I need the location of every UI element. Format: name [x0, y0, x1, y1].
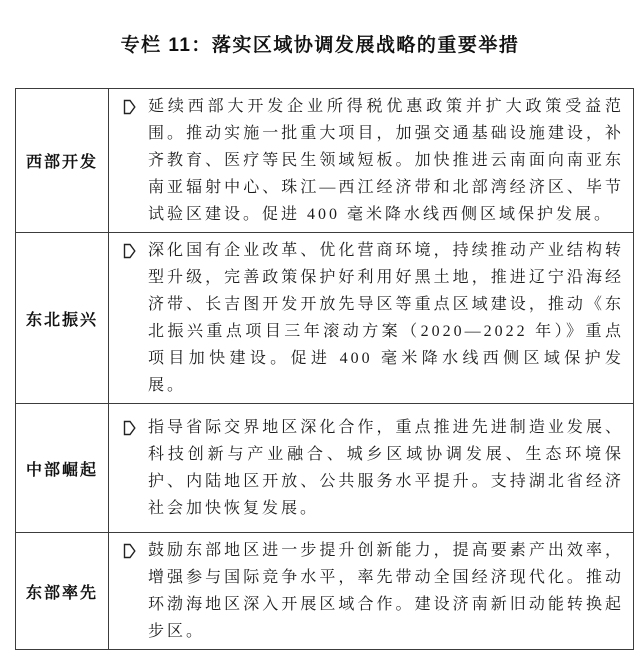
- row-content: [109, 233, 633, 403]
- row-text: 鼓励东部地区进一步提升创新能力，提高要素产出效率，增强参与国际竞争水平，率先带动全国经济现代化。推动环渤海地区深入开展区域合作。建设济南新旧动能转换起步区。: [148, 542, 624, 640]
- row-label: 东北振兴: [16, 233, 109, 403]
- row-text: 深化国有企业改革、优化营商环境，持续推动产业结构转型升级，完善政策保护好利用好黑土地，推进辽宁沿海经济带、长吉图开发开放先导区等重点区域建设，推动《东北振兴重点项目三年滚动方案（2020—2022 年）》重点项目加快建设。促进 400 毫米降水线西侧区域保护发展。: [148, 242, 624, 394]
- table-row-central-rise: [16, 404, 633, 533]
- row-label: 东部率先: [16, 533, 109, 649]
- table-row-west-development: [16, 89, 633, 233]
- row-content-inner: [123, 537, 624, 645]
- pentagon-bullet-icon: [123, 543, 136, 559]
- row-content-inner: [123, 237, 624, 399]
- row-content: [109, 533, 633, 649]
- row-label: 中部崛起: [16, 404, 109, 532]
- row-content: [109, 404, 633, 532]
- box-title: 专栏 11：落实区域协调发展战略的重要举措: [120, 35, 520, 56]
- row-text: 指导省际交界地区深化合作，重点推进先进制造业发展、科技创新与产业融合、城乡区域协调发展、生态环境保护、内陆地区开放、公共服务水平提升。支持湖北省经济社会加快恢复发展。: [148, 419, 624, 517]
- row-content: [109, 89, 633, 232]
- table-row-east-lead: [16, 533, 633, 649]
- pentagon-bullet-icon: [123, 243, 136, 259]
- row-content-inner: [123, 414, 624, 522]
- pentagon-bullet-icon: [123, 99, 136, 115]
- table-row-northeast-revitalization: [16, 233, 633, 404]
- row-label: 西部开发: [16, 89, 109, 232]
- row-content-inner: [123, 93, 624, 228]
- pentagon-bullet-icon: [123, 420, 136, 436]
- row-text: 延续西部大开发企业所得税优惠政策并扩大政策受益范围。推动实施一批重大项目，加强交通基础设施建设，补齐教育、医疗等民生领域短板。加快推进云南面向南亚东南亚辐射中心、珠江—西江经济带和北部湾经济区、毕节试验区建设。促进 400 毫米降水线西侧区域保护发展。: [148, 98, 624, 223]
- measures-table: [15, 88, 634, 650]
